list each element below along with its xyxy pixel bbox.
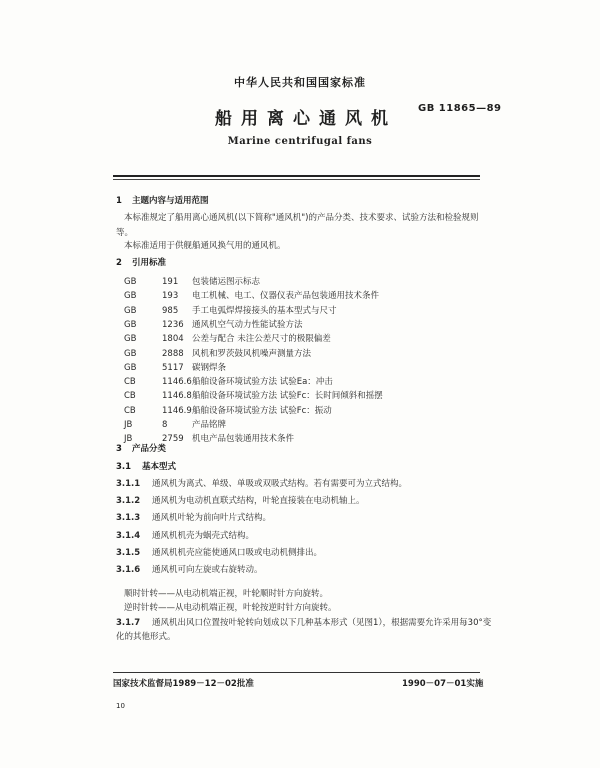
section-1-para1-line1: 本标准规定了船用离心通风机(以下简称"通风机")的产品分类、技术要求、试验方法和检验规则 [124,213,479,223]
reference-number: 193 [162,291,179,302]
reference-code: CB [124,405,136,416]
section-1-heading [116,194,209,206]
reference-number: 2888 [162,348,184,359]
section-3-number: 3 [116,444,122,454]
page-subtitle-english: Marine centrifugal fans [227,136,373,147]
reference-code: JB [124,420,133,430]
rotation-counterclockwise: 逆时针转——从电动机端正视，叶轮按逆时针方向旋转。 [124,603,337,613]
reference-item [124,289,379,301]
reference-code: GB [124,334,137,345]
reference-item [124,418,226,430]
subclause-item [116,477,407,489]
header-rule-thin [113,179,480,180]
reference-item [124,347,311,359]
subclause-text: 通风机机壳为蜗壳式结构。 [152,530,255,541]
reference-item [124,375,333,387]
publisher-header: 中华人民共和国国家标准 [234,76,366,89]
reference-number: 1804 [162,334,184,345]
reference-code: CB [124,391,136,402]
page-number: 10 [116,702,125,710]
section-1-title: 主题内容与适用范围 [132,196,209,206]
reference-title: 风机和罗茨鼓风机噪声测量方法 [192,348,312,359]
subclause-text: 通风机可向左旋或右旋转动。 [152,565,263,575]
subclause-item [116,563,263,575]
subclause-text: 通风机为电动机直联式结构，叶轮直接装在电动机轴上。 [152,496,365,507]
reference-code: JB [124,434,133,445]
header-rule-thick [113,175,480,177]
section-1-para1-line2: 等。 [116,228,134,238]
subclause-number: 3.1.6 [116,565,141,575]
rotation-clockwise: 顺时针转——从电动机端正视，叶轮顺时针方向旋转。 [124,589,329,599]
section-3-title: 产品分类 [132,444,167,454]
reference-code: GB [124,291,137,302]
subclause-text: 通风机叶轮为前向叶片式结构。 [152,513,272,524]
reference-item [124,275,260,287]
subclause-text: 通风机机壳应能使通风口吸或电动机侧排出。 [152,547,323,558]
clause-3-1-7-text: 通风机出风口位置按叶轮转向划成以下几种基本形式（见图1），根据需要允许采用每30°变 [152,618,492,628]
reference-title: 船舶设备环境试验方法 试验Fc：长时间倾斜和摇摆 [192,391,383,402]
reference-code: GB [124,305,137,316]
section-3-1-title: 基本型式 [142,462,177,472]
footer-rule [113,672,480,673]
reference-title: 碳钢焊条 [192,362,227,373]
reference-number: 985 [162,305,179,316]
subclause-number: 3.1.4 [116,530,141,541]
reference-title: 手工电弧焊焊接接头的基本型式与尺寸 [192,305,337,316]
clause-3-1-7-line2: 化的其他形式。 [116,632,176,642]
standard-number: GB 11865—89 [418,103,502,114]
reference-title: 电工机械、电工、仪器仪表产品包装通用技术条件 [192,291,380,302]
subclause-number: 3.1.5 [116,547,141,558]
reference-item [124,361,226,373]
reference-title: 船舶设备环境试验方法 试验Ea：冲击 [192,377,333,388]
section-2-heading [116,256,166,268]
subclause-text: 通风机为离式、单级、单吸或双吸式结构。若有需要可为立式结构。 [152,479,408,489]
reference-item [124,318,303,330]
reference-number: 191 [162,277,179,287]
reference-title: 产品铭牌 [192,420,227,430]
subclause-item [116,494,365,506]
reference-code: GB [124,362,137,373]
reference-title: 包装储运图示标志 [192,277,261,287]
section-2-number: 2 [116,258,122,268]
subclause-item [116,546,322,558]
reference-number: 5117 [162,362,184,373]
section-2-title: 引用标准 [132,258,167,268]
reference-number: 1146.9 [162,405,192,416]
reference-title: 船舶设备环境试验方法 试验Fc：振动 [192,405,332,416]
subclause-item [116,529,254,541]
section-1-number: 1 [116,196,122,206]
subclause-item [116,511,271,523]
reference-title: 公差与配合 未注公差尺寸的极限偏差 [192,334,331,345]
reference-code: GB [124,319,137,330]
effective-date: 1990－07－01实施 [402,679,484,689]
section-3-1-heading [116,460,176,472]
subclause-number: 3.1.3 [116,513,141,524]
reference-number: 1236 [162,319,184,330]
reference-code: GB [124,277,137,287]
reference-number: 8 [162,420,168,430]
reference-item [124,389,383,401]
reference-item [124,304,337,316]
approval-date: 国家技术监督局1989－12－02批准 [113,679,254,689]
reference-number: 1146.6 [162,377,192,388]
subclause-number: 3.1.2 [116,496,141,507]
reference-code: CB [124,377,136,388]
section-3-1-number: 3.1 [116,462,132,472]
reference-item [124,332,331,344]
reference-code: GB [124,348,137,359]
reference-item [124,404,332,416]
section-3-heading [116,442,166,454]
clause-3-1-7-line1 [116,616,491,628]
reference-number: 1146.8 [162,391,192,402]
reference-title: 通风机空气动力性能试验方法 [192,319,303,330]
reference-title: 机电产品包装通用技术条件 [192,434,295,445]
reference-number: 2759 [162,434,184,445]
page-title: 船用离心通风机 [215,109,397,129]
subclause-number: 3.1.1 [116,479,141,489]
clause-3-1-7-number: 3.1.7 [116,618,141,628]
section-1-para2: 本标准适用于供舰船通风换气用的通风机。 [124,241,286,251]
